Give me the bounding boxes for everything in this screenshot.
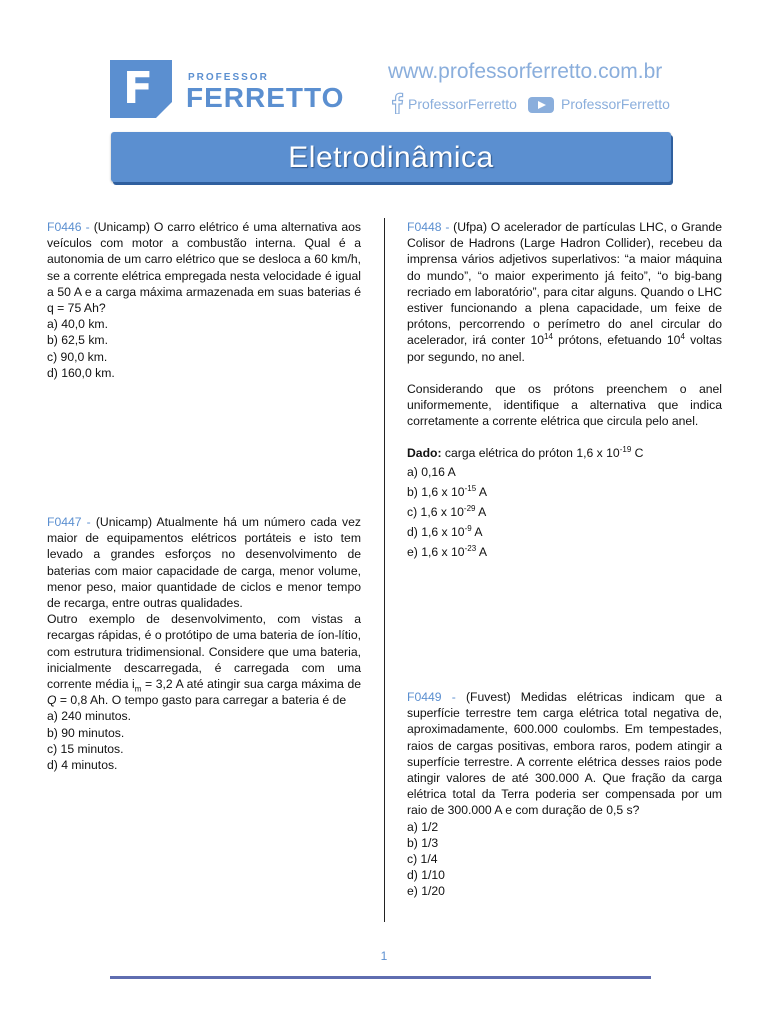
exponent: -9 [464,523,472,533]
exponent: 4 [680,332,685,342]
exponent: -15 [464,483,477,493]
question-text-cont: voltas por segundo, no anel. [407,333,722,364]
question-text-cont: Outro exemplo de desenvolvimento, com vistas a recargas rápidas, é o protótipo de uma bateria de íon-lítio, com estrutura tridimensional. Considere que uma bateria, inicialmente descarregada, é carregada com uma corrente média i [47,612,361,692]
exponent: -19 [619,445,632,455]
option-a: a) 0,16 A [407,464,456,479]
brand-logo [110,60,172,118]
facebook-icon [390,92,404,114]
exponent: -23 [464,543,477,553]
option-e [407,542,722,562]
question-f0448 [407,219,722,562]
question-text: (Fuvest) Medidas elétricas indicam que a superfície terrestre tem carga elétrica total negativa de, aproximadamente, 600.000 coulombs. Em tempestades, raios de cargas positivas, embora raros, podem atingir a superfície terrestre. A corrente elétrica desses raios pode atingir valores de até 300.000 A. Que fração da carga elétrica total da Terra poderia ser compensada por um raio de 300.000 A e com duração de 0,5 s? [407,690,722,818]
option-a: a) 1/2 [407,819,439,834]
youtube-handle[interactable]: ProfessorFerretto [561,96,670,112]
right-column [407,219,722,562]
unit: A [476,544,487,559]
question-f0447 [47,514,361,773]
footer-divider [110,976,651,979]
dado-text: carga elétrica do próton 1,6 x 10 [441,446,620,461]
option-text: c) 1,6 x 10 [407,504,464,519]
subscript-m: m [134,684,142,694]
option-b: b) 62,5 km. [47,333,108,348]
website-link[interactable]: www.professorferretto.com.br [388,60,663,83]
brand-name: FERRETTO [186,82,345,113]
unit: A [471,524,483,539]
question-code: F0447 - [47,515,91,529]
question-text-cont: = 0,8 Ah. O tempo gasto para carregar a bateria é de [56,693,347,708]
question-text-cont: = 3,2 A até atingir sua carga máxima de [141,677,362,692]
unit: A [475,504,487,519]
option-d: d) 160,0 km. [47,365,115,380]
question-code: F0448 - [407,220,450,234]
unit: A [476,484,487,499]
option-d: d) 4 minutos. [47,758,118,773]
exponent: 14 [544,332,553,342]
question-f0449 [407,689,722,900]
title-banner [111,132,671,182]
option-text: b) 1,6 x 10 [407,484,465,499]
option-d [407,522,722,542]
facebook-handle[interactable]: ProfessorFerretto [408,96,517,112]
brand-subtitle: PROFESSOR [188,72,269,83]
option-b: b) 1/3 [407,835,439,850]
option-e: e) 1/20 [407,884,445,899]
option-a: a) 40,0 km. [47,317,108,332]
exponent: -29 [463,503,476,513]
question-text: (Unicamp) O carro elétrico é uma alternativa aos veículos com motor a combustão interna. Qual é a autonomia de um carro elétrico que se desloca a 60 km/h, se a corrente elétrica empregada nesta velocidade é igual a 50 A e a carga máxima armazenada em suas baterias é q = 75 Ah? [47,220,361,316]
dado-unit: C [631,446,644,461]
left-column-lower [47,514,361,773]
column-divider [384,218,385,922]
option-text: e) 1,6 x 10 [407,544,465,559]
dado-label: Dado: [407,446,442,461]
option-c: c) 90,0 km. [47,349,108,364]
left-column [47,219,361,381]
question-text-cont: prótons, efetuando 10 [552,333,681,348]
option-text: d) 1,6 x 10 [407,524,465,539]
youtube-icon [528,97,554,113]
page-title: Eletrodinâmica [288,141,494,174]
question-code: F0449 - [407,690,456,704]
question-code: F0446 - [47,220,90,234]
option-a: a) 240 minutos. [47,709,132,724]
logo-letter: F [123,63,154,114]
option-c [407,502,722,522]
page-number: 1 [380,949,388,963]
right-column-lower [407,689,722,900]
option-d: d) 1/10 [407,868,445,883]
option-c: c) 15 minutos. [47,741,124,756]
question-text: (Unicamp) Atualmente há um número cada vez maior de equipamentos elétricos portáteis e isto tem levado a grandes esforços no desenvolvimento de baterias com maior capacidade de carga, menor volume, menor peso, maior quantidade de ciclos e menor tempo de recarga, entre outras qualidades. [47,515,361,611]
question-text: (Ufpa) O acelerador de partículas LHC, o Grande Colisor de Hadrons (Large Hadron Collider), recebeu da imprensa vários adjetivos superlativos: “a maior máquina do mundo”, “o maior experimento já feito”, “o big-bang recriado em laboratório”, para citar alguns. Quando o LHC estiver funcionando a plena capacidade, um feixe de prótons, percorrendo o perímetro do anel circular do acelerador, irá conter 10 [407,220,722,348]
question-f0446 [47,219,361,381]
option-b [407,482,722,502]
question-text-2: Considerando que os prótons preenchem o anel uniformemente, identifique a alternativa que indica corretamente a corrente elétrica que circula pelo anel. [407,381,722,429]
option-b: b) 90 minutos. [47,725,125,740]
variable-q: Q [47,693,57,708]
option-c: c) 1/4 [407,852,438,867]
